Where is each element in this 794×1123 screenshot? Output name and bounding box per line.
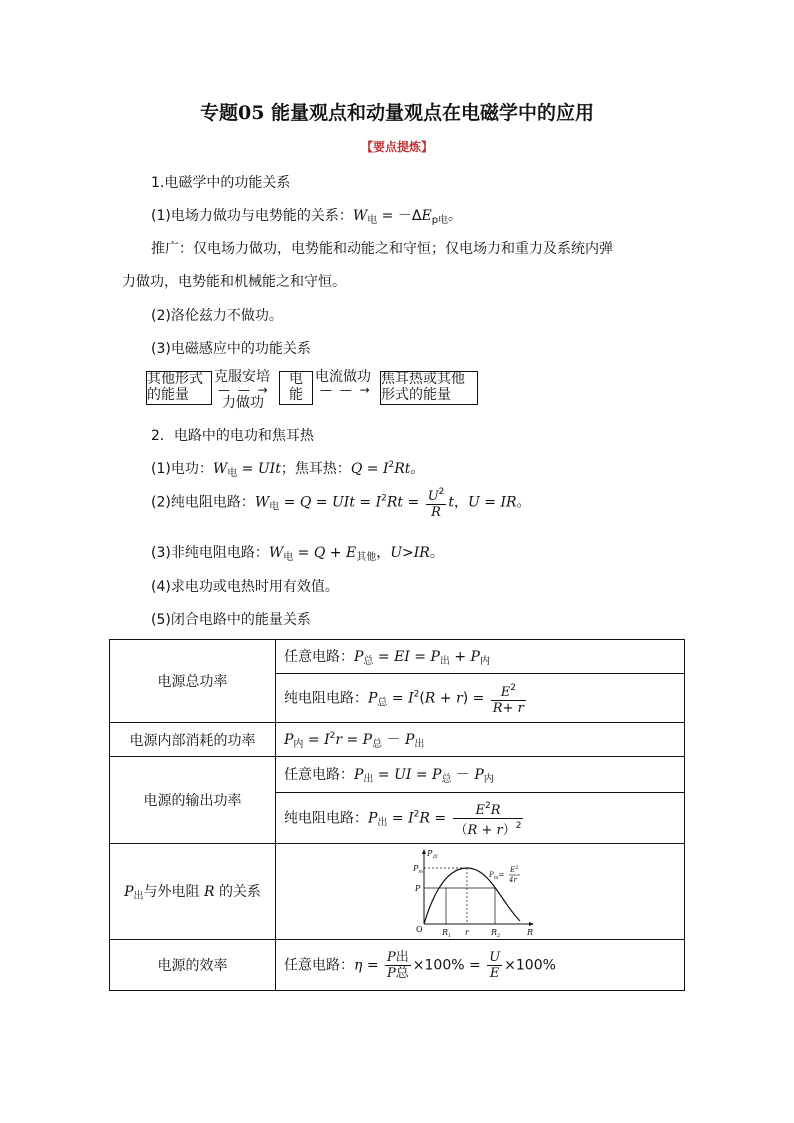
r2-label: $R_2$ bbox=[491, 928, 501, 939]
paragraph: 2．电路中的电功和焦耳热 bbox=[151, 428, 314, 444]
table-cell-label: 电源的输出功率 bbox=[110, 757, 276, 844]
flow-box-joule-heat: 焦耳热或其他 形式的能量 bbox=[380, 371, 478, 405]
r1-label: $R_1$ bbox=[442, 928, 452, 939]
table-cell-label: 电源总功率 bbox=[110, 640, 276, 723]
x-axis-label: R bbox=[527, 928, 534, 937]
flow-arrow: — — → bbox=[320, 383, 372, 397]
y-axis-arrow bbox=[422, 849, 426, 854]
paragraph-formula: (3)非纯电阻电路：$W_电 = Q + E_{其他}$，U>IR。 bbox=[151, 545, 444, 563]
table-row bbox=[110, 640, 685, 674]
paragraph: 力做功，电势能和机械能之和守恒。 bbox=[122, 274, 346, 290]
paragraph: (3)电磁感应中的功能关系 bbox=[151, 341, 311, 357]
pm-label: $P_m$ bbox=[413, 864, 424, 875]
pm-annotation: $P_m=$ bbox=[489, 871, 505, 881]
table-cell-formula: 任意电路：$P_总$ = EI = $P_出 + P_内$ bbox=[276, 640, 685, 674]
page-title: 专题05 能量观点和动量观点在电磁学中的应用 bbox=[199, 102, 595, 124]
table-row bbox=[110, 723, 685, 757]
p-label: P bbox=[415, 884, 421, 893]
section-heading: 【要点提炼】 bbox=[360, 140, 433, 154]
paragraph: 推广：仅电场力做功，电势能和动能之和守恒；仅电场力和重力及系统内弹 bbox=[151, 241, 613, 257]
flow-box-other-energy: 其他形式 的能量 bbox=[146, 371, 212, 405]
table-cell-formula: 纯电阻电路：$P_总 = I^2(R + r)$ = $\frac{E^2}{R+ r}$ bbox=[276, 674, 685, 723]
paragraph: (4)求电功或电热时用有效值。 bbox=[151, 579, 339, 595]
paragraph-formula: (2)纯电阻电路：$W_电 = Q$ = UIt = $I^2Rt$ = $\frac{U^2}{R}$ t，U = IR。 bbox=[151, 487, 531, 520]
paragraph: (2)洛伦兹力不做功。 bbox=[151, 308, 283, 324]
table-cell-label: $P_出$与外电阻 R 的关系 bbox=[110, 844, 276, 940]
table-row bbox=[110, 844, 685, 940]
x-axis-arrow bbox=[529, 922, 534, 926]
table-cell-formula: 任意电路：$P_出$ = UI = $P_总 - P_内$ bbox=[276, 757, 685, 793]
r-label: r bbox=[465, 928, 469, 937]
pm-annotation-numerator: $E^2$ bbox=[510, 865, 519, 874]
flow-arrow: — — → bbox=[218, 383, 270, 397]
table-row bbox=[110, 940, 685, 991]
flow-arrow-label: 克服安培 bbox=[214, 369, 270, 385]
pm-annotation-denominator: 4r bbox=[509, 876, 517, 884]
table-cell-graph bbox=[276, 844, 685, 940]
flow-arrow-label: 力做功 bbox=[222, 395, 264, 411]
flow-box-electric-energy: 电 能 bbox=[279, 371, 313, 405]
paragraph: 1.电磁学中的功能关系 bbox=[151, 175, 291, 191]
paragraph-formula: (1)电功：$W_电$ = UIt；焦耳热：$Q = I^2Rt$。 bbox=[151, 460, 425, 479]
table-cell-label: 电源内部消耗的功率 bbox=[110, 723, 276, 757]
paragraph-formula: (1)电场力做功与电势能的关系：$W_电 = -\Delta E_{p电}$。 bbox=[151, 208, 463, 226]
table-row bbox=[110, 757, 685, 793]
power-curve bbox=[424, 868, 520, 924]
table-cell-formula: $P_内 = I^2r = P_总 - P_出$ bbox=[276, 723, 685, 757]
table-cell-formula: 任意电路：η = $\frac{\text{P出}}{\text{P总}}$ ×100% = $\frac{U}{E}$ ×100% bbox=[276, 940, 685, 991]
table-cell-label: 电源的效率 bbox=[110, 940, 276, 991]
flow-arrow-label: 电流做功 bbox=[315, 369, 371, 385]
y-axis-label: $P_出$ bbox=[427, 849, 438, 860]
energy-relation-table bbox=[109, 639, 685, 991]
paragraph: (5)闭合电路中的能量关系 bbox=[151, 612, 311, 628]
table-cell-formula: 纯电阻电路：$P_出 = I^2R$ = $\frac{E^2R}{(R + r)^2}$ bbox=[276, 793, 685, 844]
power-resistance-graph bbox=[276, 844, 684, 939]
origin-label: O bbox=[416, 925, 423, 934]
